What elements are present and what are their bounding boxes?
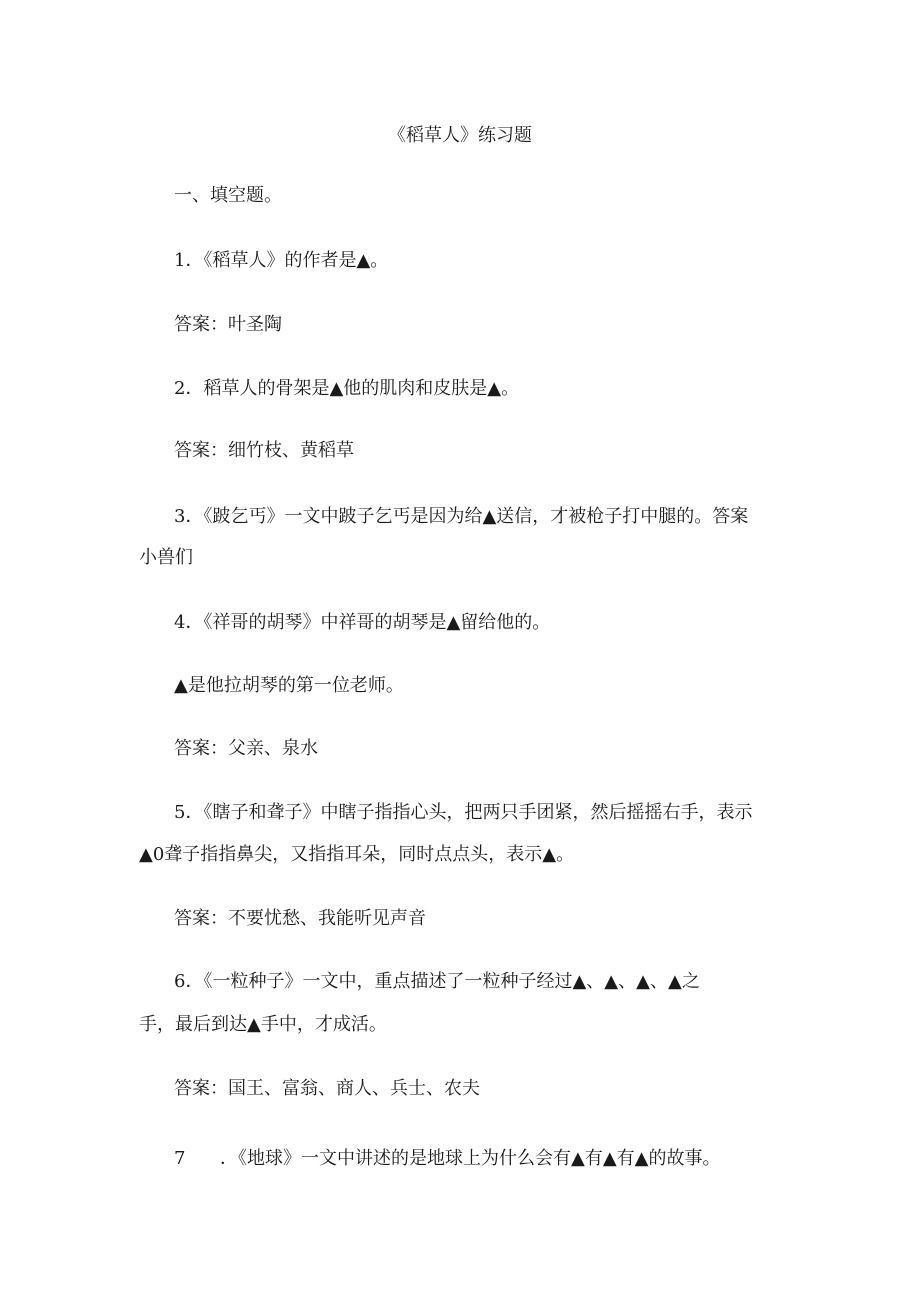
question-3-line-1: 3．《跛乞丐》一文中跛子乞丐是因为给▲送信，才被枪子打中腿的。答案: [174, 506, 749, 527]
question-3-line-2: 小兽们: [139, 547, 193, 568]
question-7: [174, 1146, 721, 1172]
answer-5: 答案：不要忧愁、我能听见声音: [174, 908, 426, 929]
question-6-line-2: 手，最后到达▲手中，才成活。: [139, 1014, 387, 1035]
answer-4: 答案：父亲、泉水: [174, 738, 318, 759]
answer-1: 答案：叶圣陶: [174, 314, 282, 335]
section-heading: 一、填空题。: [174, 185, 282, 206]
document-title: 《稻草人》练习题: [388, 125, 532, 146]
question-4-line-2: ▲是他拉胡琴的第一位老师。: [174, 675, 404, 696]
question-1: 1．《稻草人》的作者是▲。: [174, 250, 389, 271]
question-6-line-1: 6．《一粒种子》一文中，重点描述了一粒种子经过▲、▲、▲、▲之: [174, 971, 700, 992]
question-7-number: 7: [174, 1148, 186, 1169]
question-4-line-1: 4．《祥哥的胡琴》中祥哥的胡琴是▲留给他的。: [174, 612, 551, 633]
question-7-text: ．《地球》一文中讲述的是地球上为什么会有▲有▲有▲的故事。: [220, 1148, 721, 1169]
question-2: 2．稻草人的骨架是▲他的肌肉和皮肤是▲。: [174, 378, 520, 399]
answer-6: 答案：国王、富翁、商人、兵士、农夫: [174, 1078, 480, 1099]
question-5-line-1: 5．《瞎子和聋子》中瞎子指指心头，把两只手团紧，然后摇摇右手，表示: [174, 802, 753, 823]
answer-2: 答案：细竹枝、黄稻草: [174, 440, 354, 461]
question-5-line-2: ▲0聋子指指鼻尖，又指指耳朵，同时点点头，表示▲。: [139, 844, 575, 865]
